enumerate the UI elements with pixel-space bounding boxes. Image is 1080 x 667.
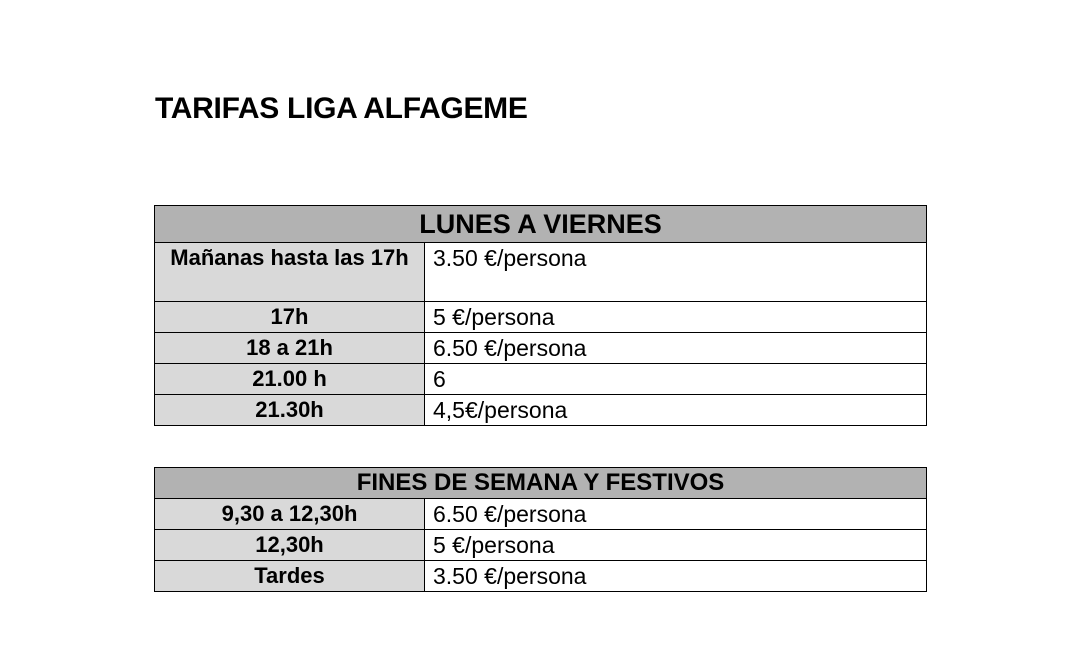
price-value: 3.50 €/persona	[425, 243, 927, 302]
price-value: 6.50 €/persona	[425, 333, 927, 364]
table-header-row	[155, 468, 927, 499]
table-row	[155, 243, 927, 302]
time-slot-label: 18 a 21h	[155, 333, 425, 364]
price-value: 3.50 €/persona	[425, 561, 927, 592]
price-value: 4,5€/persona	[425, 395, 927, 426]
time-slot-label: 9,30 a 12,30h	[155, 499, 425, 530]
price-value: 5 €/persona	[425, 530, 927, 561]
price-value: 6	[425, 364, 927, 395]
weekend-rates-table	[154, 467, 927, 592]
table-header-row	[155, 206, 927, 243]
table-row	[155, 530, 927, 561]
table-row	[155, 561, 927, 592]
time-slot-label: 21.30h	[155, 395, 425, 426]
time-slot-label: 21.00 h	[155, 364, 425, 395]
weekday-table-header: LUNES A VIERNES	[155, 206, 927, 243]
time-slot-label: Tardes	[155, 561, 425, 592]
price-value: 5 €/persona	[425, 302, 927, 333]
price-value: 6.50 €/persona	[425, 499, 927, 530]
weekday-rates-table	[154, 205, 927, 426]
page-title: TARIFAS LIGA ALFAGEME	[155, 92, 528, 125]
table-row	[155, 333, 927, 364]
time-slot-label: 17h	[155, 302, 425, 333]
table-row	[155, 364, 927, 395]
table-row	[155, 499, 927, 530]
time-slot-label: Mañanas hasta las 17h	[155, 243, 425, 302]
table-row	[155, 302, 927, 333]
time-slot-label: 12,30h	[155, 530, 425, 561]
table-row	[155, 395, 927, 426]
weekend-table-header: FINES DE SEMANA Y FESTIVOS	[155, 468, 927, 499]
